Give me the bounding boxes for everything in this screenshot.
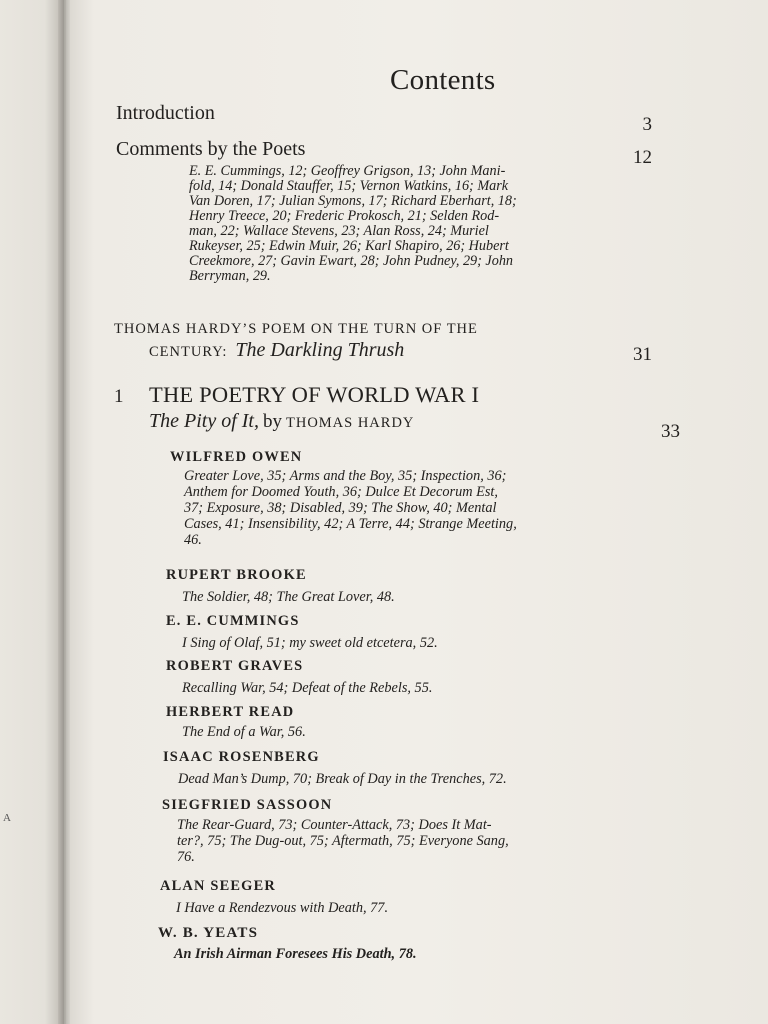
- toc-hardy-line1: THOMAS HARDY’S POEM ON THE TURN OF THE: [114, 321, 478, 337]
- facing-page-mark: A: [3, 812, 11, 824]
- toc-hardy-page: 31: [633, 344, 652, 365]
- section-number: 1: [114, 386, 124, 407]
- section-page: 33: [661, 421, 680, 442]
- poet-works-line: ter?, 75; The Dug-out, 75; Aftermath, 75; Everyone Sang,: [177, 833, 509, 849]
- facing-page-edge: [0, 0, 64, 1024]
- comments-line: Van Doren, 17; Julian Symons, 17; Richard Eberhart, 18;: [189, 193, 517, 209]
- comments-line: fold, 14; Donald Stauffer, 15; Vernon Watkins, 16; Mark: [189, 178, 509, 194]
- poet-works-line: The Soldier, 48; The Great Lover, 48.: [182, 589, 395, 605]
- poet-name: RUPERT BROOKE: [166, 567, 307, 583]
- section-subtitle: [149, 410, 414, 433]
- poet-name: ISAAC ROSENBERG: [163, 749, 320, 765]
- poet-works-line: I Have a Rendezvous with Death, 77.: [176, 900, 389, 916]
- poet-name: WILFRED OWEN: [170, 449, 303, 465]
- contents-page: [66, 0, 768, 1024]
- toc-hardy-line2: [149, 339, 404, 362]
- toc-comments-page: 12: [633, 147, 652, 168]
- comments-line: Rukeyser, 25; Edwin Muir, 26; Karl Shapiro, 26; Hubert: [189, 238, 509, 254]
- poet-name: ALAN SEEGER: [160, 878, 276, 894]
- poet-works: [182, 635, 438, 651]
- comments-poet-list: [189, 164, 609, 284]
- comments-line: Creekmore, 27; Gavin Ewart, 28; John Pudney, 29; John: [189, 253, 514, 269]
- page-title: Contents: [390, 64, 496, 96]
- poet-works-line: Anthem for Doomed Youth, 36; Dulce Et Decorum Est,: [184, 484, 498, 500]
- section-title: THE POETRY OF WORLD WAR I: [149, 382, 480, 407]
- toc-hardy-prefix: CENTURY:: [149, 344, 228, 360]
- poet-works-line: 76.: [177, 849, 195, 865]
- toc-introduction: Introduction: [116, 102, 215, 124]
- poet-works: [174, 946, 417, 962]
- comments-line: E. E. Cummings, 12; Geoffrey Grigson, 13; John Mani-: [189, 163, 506, 179]
- poet-works: [177, 817, 509, 865]
- toc-introduction-page: 3: [642, 114, 652, 135]
- poet-works-line: The Rear-Guard, 73; Counter-Attack, 73; Does It Mat-: [177, 817, 492, 833]
- comments-line: Henry Treece, 20; Frederic Prokosch, 21; Selden Rod-: [189, 208, 500, 224]
- poet-works-line: Cases, 41; Insensibility, 42; A Terre, 44; Strange Meeting,: [184, 516, 517, 532]
- toc-hardy-title: The Darkling Thrush: [235, 339, 405, 361]
- poet-name: SIEGFRIED SASSOON: [162, 797, 333, 813]
- poet-works-line: An Irish Airman Foresees His Death, 78.: [174, 946, 417, 962]
- poet-works-line: Greater Love, 35; Arms and the Boy, 35; Inspection, 36;: [184, 468, 507, 484]
- poet-works-line: Dead Man’s Dump, 70; Break of Day in the Trenches, 72.: [178, 771, 507, 787]
- poet-works-line: 37; Exposure, 38; Disabled, 39; The Show, 40; Mental: [184, 500, 497, 516]
- section-subtitle-author: THOMAS HARDY: [285, 415, 415, 431]
- poet-works: [176, 900, 388, 916]
- poet-name: HERBERT READ: [166, 704, 295, 720]
- section-subtitle-by: by: [262, 411, 282, 432]
- poet-name: W. B. YEATS: [158, 925, 259, 941]
- section-subtitle-work: The Pity of It,: [149, 410, 259, 432]
- poet-works-line: Recalling War, 54; Defeat of the Rebels, 55.: [182, 680, 433, 696]
- poet-works-line: The End of a War, 56.: [182, 724, 306, 740]
- poet-works: [178, 771, 507, 787]
- poet-works-line: 46.: [184, 532, 202, 548]
- poet-works: [182, 680, 432, 696]
- toc-comments: Comments by the Poets: [116, 138, 306, 160]
- poet-works: [182, 724, 306, 740]
- comments-line: man, 22; Wallace Stevens, 23; Alan Ross, 24; Muriel: [189, 223, 489, 239]
- poet-works: [184, 468, 517, 548]
- poet-name: ROBERT GRAVES: [166, 658, 304, 674]
- poet-name: E. E. CUMMINGS: [166, 613, 300, 629]
- poet-works-line: I Sing of Olaf, 51; my sweet old etcetera, 52.: [182, 635, 438, 651]
- poet-works: [182, 589, 395, 605]
- gutter-shadow: [58, 0, 70, 1024]
- comments-line: Berryman, 29.: [189, 268, 271, 284]
